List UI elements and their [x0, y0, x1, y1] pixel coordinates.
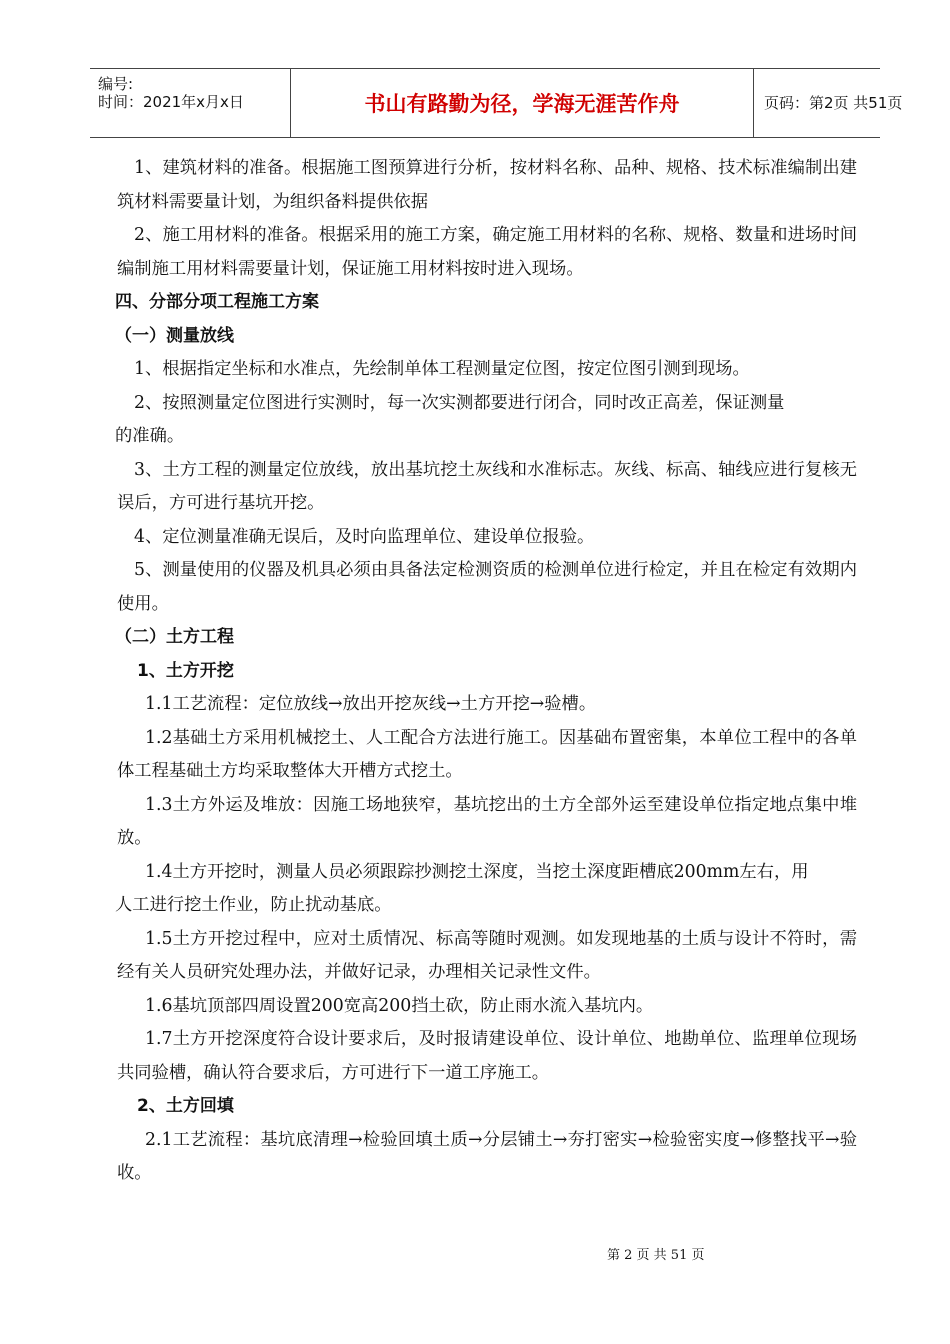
page-code: 页码：第2页 共51页 [764, 94, 903, 112]
header-motto-cell [290, 69, 754, 137]
paragraph: 1、根据指定坐标和水准点，先绘制单体工程测量定位图，按定位图引测到现场。 [134, 359, 750, 379]
paragraph: 1.7土方开挖深度符合设计要求后，及时报请建设单位、设计单位、地勘单位、监理单位现场共同验槽，确认符合要求后，方可进行下一道工序施工。 [117, 1029, 857, 1083]
paragraph: 2、按照测量定位图进行实测时，每一次实测都要进行闭合，同时改正高差，保证测量 [134, 392, 785, 413]
paragraph: 1、建筑材料的准备。根据施工图预算进行分析，按材料名称、品种、规格、技术标准编制出建筑材料需要量计划，为组织备料提供依据 [117, 158, 857, 212]
paragraph: 1.3土方外运及堆放：因施工场地狭窄，基坑挖出的土方全部外运至建设单位指定地点集中堆放。 [117, 794, 857, 848]
paragraph: 1.6基坑顶部四周设置200宽高200挡土砍，防止雨水流入基坑内。 [145, 995, 654, 1016]
header-page-cell [754, 69, 903, 137]
paragraph: 5、测量使用的仪器及机具必须由具备法定检测资质的检测单位进行检定，并且在检定有效期内使用。 [117, 560, 857, 614]
paragraph-continuation: 人工进行挖土作业，防止扰动基底。 [115, 895, 392, 915]
code-label: 编号: [98, 75, 134, 93]
subsection-heading: 1、土方开挖 [137, 660, 234, 681]
paragraph: 1.4土方开挖时，测量人员必须跟踪抄测挖土深度，当挖土深度距槽底200mm左右，用 [145, 861, 809, 882]
paragraph: 3、土方工程的测量定位放线，放出基坑挖土灰线和水准标志。灰线、标高、轴线应进行复核无误后，方可进行基坑开挖。 [117, 459, 857, 513]
paragraph: 4、定位测量准确无误后，及时向监理单位、建设单位报验。 [134, 526, 595, 547]
paragraph: 2、施工用材料的准备。根据采用的施工方案，确定施工用材料的名称、规格、数量和进场时间编制施工用材料需要量计划，保证施工用材料按时进入现场。 [117, 225, 857, 279]
page-header [90, 68, 903, 138]
subsection-heading: 2、土方回填 [137, 1096, 234, 1116]
motto: 书山有路勤为径，学海无涯苦作舟 [364, 92, 680, 116]
paragraph: 1.2基础土方采用机械挖土、人工配合方法进行施工。因基础布置密集，本单位工程中的各单体工程基础土方均采取整体大开槽方式挖土。 [117, 727, 857, 781]
subsection-heading: （一）测量放线 [115, 325, 234, 346]
time-label: 时间：2021年x月x日 [98, 93, 244, 111]
section-heading: 四、分部分项工程施工方案 [115, 292, 319, 312]
subsection-heading: （二）土方工程 [115, 627, 234, 647]
document-body [117, 152, 857, 1191]
header-info-cell [90, 69, 290, 137]
paragraph: 1.1工艺流程：定位放线→放出开挖灰线→土方开挖→验槽。 [145, 694, 597, 714]
paragraph: 1.5土方开挖过程中，应对土质情况、标高等随时观测。如发现地基的土质与设计不符时，需经有关人员研究处理办法，并做好记录，办理相关记录性文件。 [117, 928, 857, 982]
paragraph-continuation: 的准确。 [115, 426, 185, 446]
paragraph: 2.1工艺流程：基坑底清理→检验回填土质→分层铺土→夯打密实→检验密实度→修整找平→验收。 [117, 1129, 857, 1183]
page-number: 第 2 页 共 51 页 [607, 1248, 705, 1263]
